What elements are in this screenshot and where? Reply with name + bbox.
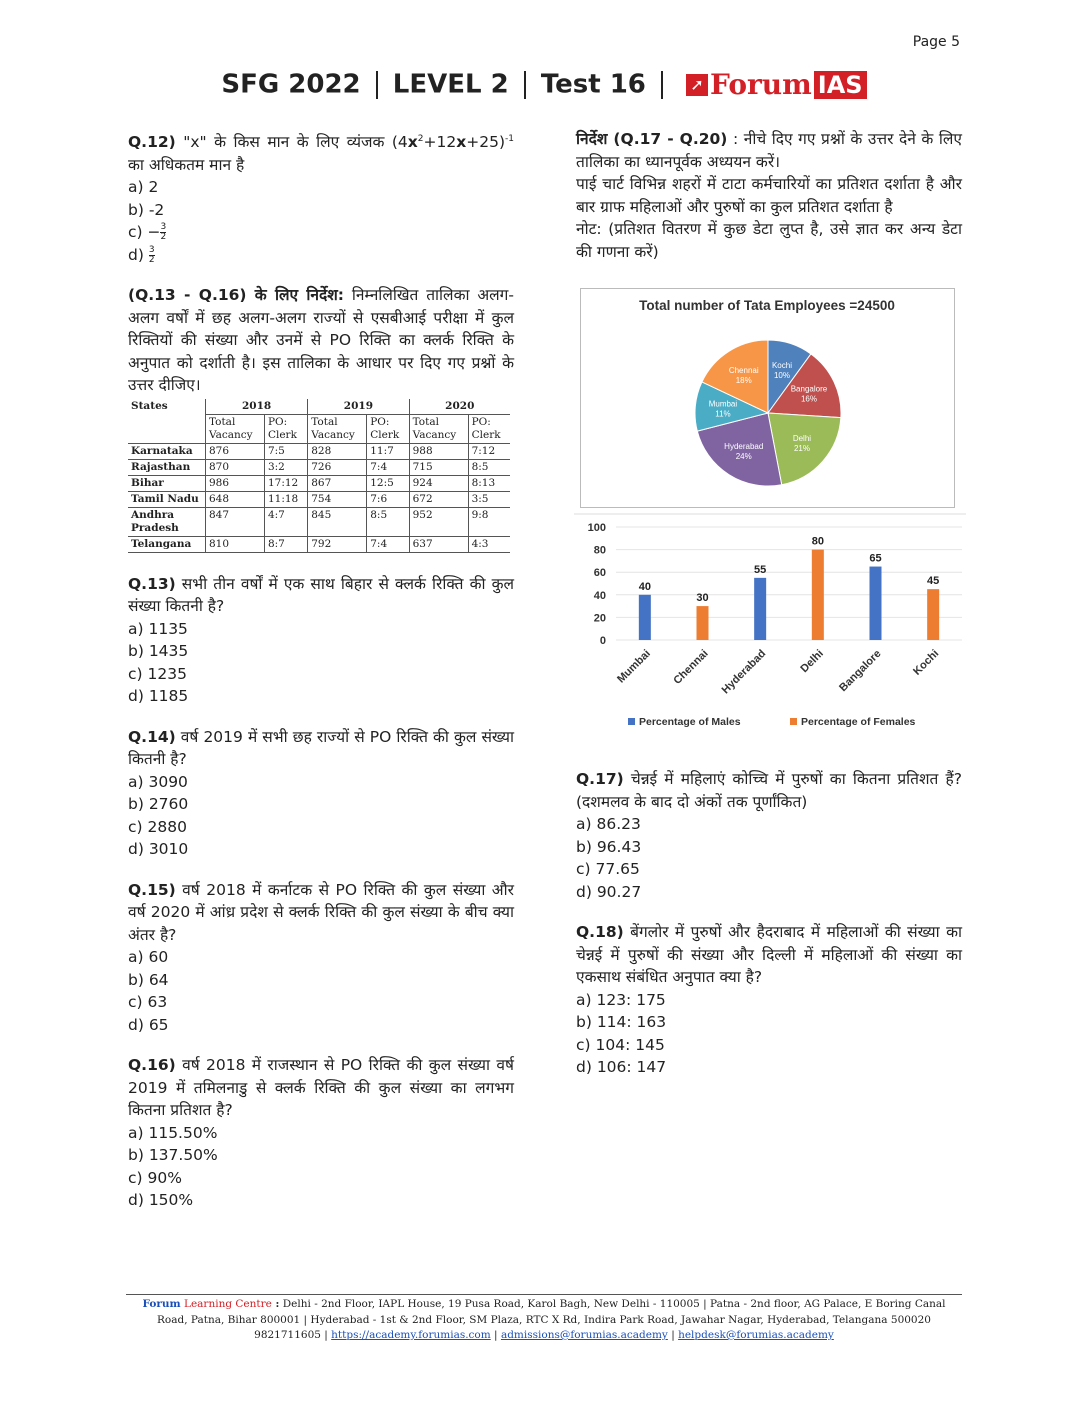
table-cell: 4:7 [264,507,307,536]
option-label: d) [128,245,149,264]
table-subheader: Total Vacancy [409,414,468,443]
question-body: वर्ष 2018 में कर्नाटक से PO रिक्ति की कुल संख्या और वर्ष 2020 में आंध्र प्रदेश से क्लर्क रिक्ति की कुल संख्या के बीच क्या अंतर है? [128,880,514,944]
question-text [576,768,962,813]
question-text-part: +12 [423,133,457,152]
y-tick-label: 100 [587,522,606,534]
option[interactable]: b) 114: 163 [576,1013,667,1031]
footer-phone: 9821711605 | [254,1329,332,1341]
footer-helpdesk-link[interactable]: helpdesk@forumias.academy [678,1329,834,1341]
logo-ias-text: IAS [814,71,867,99]
table-cell: 754 [308,491,367,507]
directions-text: निम्नलिखित तालिका अलग-अलग वर्षों में छह अलग-अलग राज्यों से एसबीआई परीक्षा में कुल रिक्तियों की संख्या और उनमें से PO रिक्ति का क्लर्क रिक्ति के अनुपात को दर्शाती है। इस तालिका के आधार पर दिए गए प्रश्नों के उत्तर दीजिए। [128,286,514,395]
table-cell: 7:6 [367,491,409,507]
table-cell: 7:4 [367,536,409,552]
option[interactable]: a) 123: 175 [576,990,666,1009]
directions-heading: (Q.13 - Q.16) के लिए निर्देश: [128,286,345,305]
y-tick-label: 60 [593,567,606,580]
table-cell: 12:5 [367,475,409,491]
table-cell: 986 [205,475,264,491]
pie-title: Total number of Tata Employees =24500 [639,298,895,313]
option[interactable]: a) 1135 [128,619,188,638]
footer-admissions-link[interactable]: admissions@forumias.academy [500,1329,668,1341]
question-text [128,726,514,771]
question-body: वर्ष 2019 में सभी छह राज्यों से PO रिक्ति की कुल संख्या कितनी है? [128,727,514,769]
table-cell: 648 [205,491,264,507]
footer-line-2: Road, Patna, Bihar 800001 | Hyderabad - 1st & 2nd Floor, SM Plaza, RTC X Rd, Indira Park Road, Jawahar Nagar, Hyderabad, Telangana 500020 [157,1313,931,1326]
table-row [128,491,510,507]
table-cell: 8:13 [468,475,510,491]
table-cell: 8:7 [264,536,307,552]
data-label: 30 [696,592,709,605]
option[interactable] [128,221,514,244]
legend-label: Percentage of Males [639,716,741,728]
pie-chart [580,288,955,508]
table-cell: 11:7 [367,443,409,459]
table-subheader: Total Vacancy [308,414,367,443]
pie-slice-value: 11% [715,409,731,419]
table-cell: 4:3 [468,536,510,552]
question-text [576,921,962,989]
table-cell: 3:2 [264,459,307,475]
option[interactable]: a) 60 [128,948,169,967]
footer-website-link[interactable]: https://academy.forumias.com [331,1329,491,1341]
question-text-part: का अधिकतम मान है [128,155,245,174]
question-body: सभी तीन वर्षों में एक साथ बिहार से क्लर्क रिक्ति की कुल संख्या कितनी है? [128,574,514,616]
option[interactable]: d) 3010 [128,840,189,859]
table-row [128,536,510,552]
option-label: c) − [128,223,161,242]
table-year: 2018 [205,399,307,415]
pie-slice-value: 10% [773,370,790,380]
page-header [0,68,1088,108]
pie-slice-value: 24% [735,452,752,462]
bar-chart-svg [574,512,966,738]
table-row [128,459,510,475]
header-level: LEVEL 2 [392,69,509,100]
table-cell: 17:12 [264,475,307,491]
table-state: Karnataka [128,443,205,459]
footer-brand: Forum [142,1298,181,1310]
header-divider [524,71,526,99]
pie-slice-value: 18% [735,375,752,385]
pie-chart-svg [581,289,954,507]
question-text [128,128,514,176]
y-tick-label: 80 [593,544,606,557]
table-cell: 845 [308,507,367,536]
header-title: SFG 2022 [221,69,361,100]
vacancy-table [128,399,510,553]
pie-slice-label: Delhi [792,433,812,443]
option[interactable]: d) 1185 [128,687,189,706]
question-18 [576,921,962,1079]
var-x: x [407,133,418,152]
option[interactable]: c) 104: 145 [576,1035,665,1054]
header-test: Test 16 [540,69,646,100]
question-text-part: +25) [466,133,506,152]
question-body: वर्ष 2018 में राजस्थान से PO रिक्ति की कुल संख्या वर्ष 2019 में तमिलनाडु से क्लर्क रिक्ति की कुल संख्या का लगभग कितना प्रतिशत है? [128,1056,514,1120]
question-body: बेंगलोर में पुरुषों और हैदराबाद में महिलाओं की संख्या का चेन्नई में पुरुषों की संख्या और दिल्ली में महिलाओं की संख्या का एकसाथ संबंधित अनुपात क्या है? [576,923,962,986]
data-label: 45 [927,575,940,588]
bar-bangalore [870,567,882,640]
option[interactable]: a) 115.50% [128,1123,218,1142]
directions-q13-q16 [128,284,514,397]
question-16 [128,1054,514,1212]
footer-divider [126,1294,962,1295]
table-state: Rajasthan [128,459,205,475]
legend-swatch [790,718,797,725]
bar-kochi [927,589,939,640]
option[interactable]: c) 90% [128,1168,182,1187]
x-tick-label: Delhi [798,647,826,676]
option[interactable]: d) 150% [128,1191,194,1210]
question-text [128,573,514,618]
x-tick-label: Kochi [911,647,942,678]
footer [126,1297,962,1344]
bar-delhi [812,550,824,640]
option[interactable]: b) 96.43 [576,837,642,856]
question-number: Q.14) [128,727,176,746]
question-15 [128,879,514,1037]
option[interactable]: c) 2880 [128,817,187,836]
question-text-part: "x" के किस मान के लिए व्यंजक (4 [183,133,408,152]
option[interactable]: a) 86.23 [576,815,641,833]
option[interactable]: d) 65 [128,1015,169,1034]
table-cell: 876 [205,443,264,459]
pie-slice-label: Bangalore [790,384,828,394]
header-divider [376,71,378,99]
footer-line-3 [126,1328,962,1344]
directions-text: : नीचे दिए गए प्रश्नों के उत्तर देने के लिए तालिका का ध्यानपूर्वक अध्ययन करें। [576,130,962,171]
table-state: Telangana [128,536,205,552]
table-cell: 988 [409,443,468,459]
table-cell: 3:5 [468,491,510,507]
page-number: Page 5 [912,34,960,50]
data-label: 80 [811,535,824,548]
table-header-states: States [131,399,168,412]
var-x: x [456,133,467,152]
directions-heading: निर्देश (Q.17 - Q.20) [576,130,728,148]
footer-brand-suffix: Learning Centre [180,1298,272,1310]
option[interactable]: d) 90.27 [576,882,642,901]
table-cell: 11:18 [264,491,307,507]
table-cell: 726 [308,459,367,475]
pie-slice-label: Kochi [771,360,792,370]
logo-forum-text: Forum [710,68,812,101]
bar-hyderabad [754,578,766,640]
question-body: चेन्नई में महिलाएं कोच्चि में पुरुषों का कितना प्रतिशत हैं? (दशमलव के बाद दो अंकों तक पूर्णांकित) [576,770,962,811]
legend-label: Percentage of Females [801,716,916,728]
forumias-logo [686,68,867,101]
table-state: Tamil Nadu [128,491,205,507]
pie-slice-value: 16% [800,394,817,404]
fraction-denominator: 2 [148,254,155,265]
header-divider [661,71,663,99]
bar-chart [574,512,966,738]
table-cell: 715 [409,459,468,475]
x-tick-label: Bangalore [837,647,884,695]
table-state: Bihar [128,475,205,491]
data-label: 40 [638,580,651,593]
question-text [128,1054,514,1122]
table-subheader: PO: Clerk [468,414,510,443]
pie-slice-label: Hyderabad [724,442,764,452]
option[interactable] [128,244,514,267]
table-cell: 9:8 [468,507,510,536]
table-row [128,475,510,491]
pie-slice-label: Mumbai [708,399,738,409]
table-cell: 870 [205,459,264,475]
table-cell: 8:5 [468,459,510,475]
question-number: Q.15) [128,880,176,899]
pie-slice-value: 21% [793,443,810,453]
option[interactable]: a) 2 [128,178,159,197]
question-14 [128,726,514,861]
table-cell: 847 [205,507,264,536]
table-state: Andhra Pradesh [128,507,205,536]
table-cell: 952 [409,507,468,536]
table-subheader: Total Vacancy [205,414,264,443]
footer-colon: : [271,1298,280,1310]
question-number: Q.12) [128,133,176,152]
option[interactable]: b) -2 [128,200,165,219]
x-tick-label: Mumbai [615,647,653,686]
question-number: Q.16) [128,1056,176,1075]
footer-address: Delhi - 2nd Floor, IAPL House, 19 Pusa Road, Karol Bagh, New Delhi - 110005 | Patna - 2nd floor, AG Palace, E Boring Canal [279,1298,946,1310]
data-label: 65 [869,552,882,565]
question-text [128,879,514,947]
superscript: -1 [505,134,514,144]
option[interactable]: c) 1235 [128,664,187,683]
fraction-numerator: 3 [160,222,167,233]
table-cell: 7:5 [264,443,307,459]
question-number: Q.17) [576,770,624,788]
question-12 [128,128,514,266]
question-17 [576,768,962,903]
table-cell: 672 [409,491,468,507]
table-row [128,507,510,536]
question-number: Q.18) [576,923,624,941]
table-cell: 7:4 [367,459,409,475]
footer-separator: | [667,1329,679,1341]
table-cell: 637 [409,536,468,552]
superscript: 2 [417,134,424,144]
x-tick-label: Chennai [671,647,711,687]
table-year: 2019 [308,399,409,415]
y-tick-label: 0 [599,635,606,647]
fraction-denominator: 2 [160,232,167,243]
table-subheader: PO: Clerk [264,414,307,443]
table-subheader: PO: Clerk [367,414,409,443]
fraction-numerator: 3 [148,244,155,255]
legend-swatch [628,718,635,725]
option[interactable]: b) 1435 [128,642,189,661]
option[interactable]: c) 63 [128,993,168,1012]
question-number: Q.13) [128,574,176,593]
right-column-questions [576,768,962,1097]
directions-q17-q20 [576,128,962,173]
table-cell: 924 [409,475,468,491]
option[interactable]: b) 137.50% [128,1146,218,1165]
directions-note: नोट: (प्रतिशत वितरण में कुछ डेटा लुप्त है, उसे ज्ञात कर अन्य डेटा की गणना करें) [576,220,962,261]
table-cell: 8:5 [367,507,409,536]
x-tick-label: Hyderabad [719,647,769,697]
table-cell: 7:12 [468,443,510,459]
footer-line-1 [126,1297,962,1313]
table-cell: 867 [308,475,367,491]
pie-slice-label: Chennai [728,365,759,375]
bar-chennai [697,606,709,640]
option[interactable]: b) 2760 [128,795,189,814]
directions-text: पाई चार्ट विभिन्न शहरों में टाटा कर्मचारियों का प्रतिशत दर्शाता है और बार ग्राफ महिलाओं और पुरुषों का कुल प्रतिशत दर्शाता है [576,175,962,216]
table-row [128,443,510,459]
bar-mumbai [639,595,651,640]
y-tick-label: 20 [593,612,606,625]
option[interactable]: b) 64 [128,970,169,989]
arrow-icon: ➚ [686,74,708,96]
question-13 [128,573,514,708]
table-cell: 792 [308,536,367,552]
table-cell: 828 [308,443,367,459]
left-column [128,128,514,1230]
table-cell: 810 [205,536,264,552]
option[interactable]: c) 77.65 [576,860,640,878]
option[interactable]: d) 106: 147 [576,1058,667,1076]
right-column-directions [576,128,962,263]
y-tick-label: 40 [593,589,606,602]
data-label: 55 [754,563,767,576]
table-year: 2020 [409,399,510,415]
footer-separator: | [490,1329,501,1341]
option[interactable]: a) 3090 [128,772,188,791]
